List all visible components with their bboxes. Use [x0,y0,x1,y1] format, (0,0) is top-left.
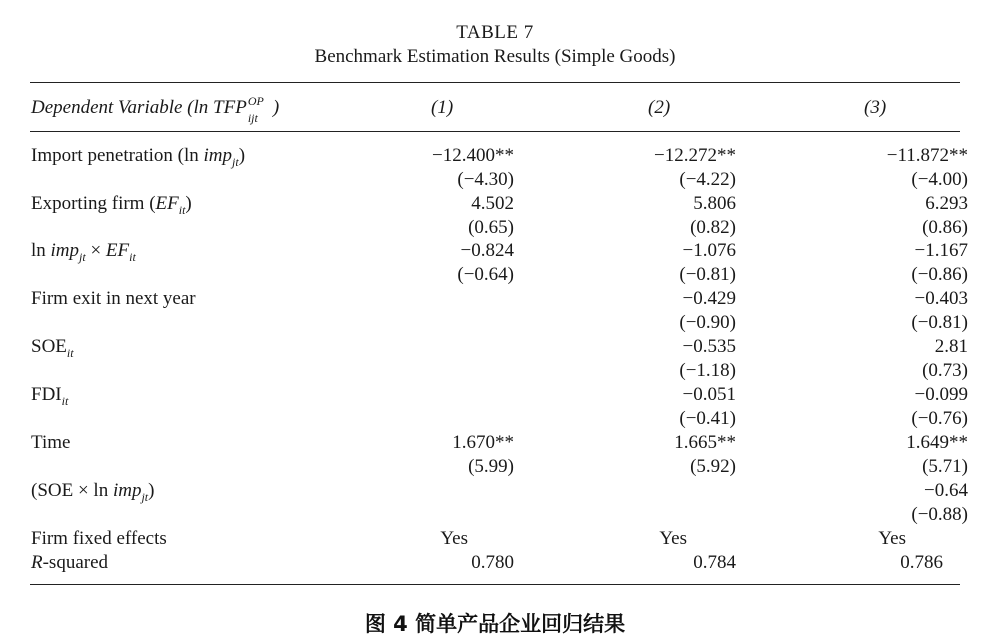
row-label-import-penetration: Import penetration (ln imp$_{jt}$) [31,145,246,169]
coef-exporting-col1: 4.502 [471,193,514,214]
dependent-variable-header: Dependent Variable (ln TFP OP ijt ) [31,94,280,125]
row-label-firm-exit: Firm exit in next year [31,288,196,309]
tstat-soe-imp-col3: (−0.88) [911,504,968,525]
coef-time-col2: 1.665** [674,432,736,453]
header-rule [30,131,960,132]
coef-exporting-col2: 5.806 [693,193,736,214]
table-title: Benchmark Estimation Results (Simple Goods) [314,46,676,67]
column-header-1: (1) [431,97,454,118]
coef-import-col1: −12.400** [432,145,514,166]
fixed-effects-col3: Yes [878,528,906,549]
row-label-fdi: $FDI_{it}$ [31,384,69,408]
coef-import-col3: −11.872** [886,145,968,166]
row-label-exporting-firm: Exporting firm $(EF_{it})$ [31,193,192,217]
coef-interaction-col1: −0.824 [460,240,514,261]
tstat-time-col1: (5.99) [468,456,514,477]
figure-caption: 图 4 简单产品企业回归结果 [364,612,626,636]
tstat-interaction-col3: (−0.86) [911,264,968,285]
coef-exporting-col3: 6.293 [925,193,968,214]
coef-interaction-col3: −1.167 [914,240,968,261]
tstat-time-col3: (5.71) [922,456,968,477]
r-squared-col3: 0.786 [900,552,943,573]
tstat-fdi-col2: (−0.41) [679,408,736,429]
tstat-soe-col2: (−1.18) [679,360,736,381]
coef-exit-col3: −0.403 [914,288,968,309]
tstat-fdi-col3: (−0.76) [911,408,968,429]
tstat-exporting-col1: (0.65) [468,217,514,238]
tstat-exit-col3: (−0.81) [911,312,968,333]
row-label-r-squared: R-squared [31,552,109,573]
coef-soe-col2: −0.535 [682,336,736,357]
row-label-interaction: $\ln imp_{jt} \times EF_{it}$ [31,240,136,264]
coef-soe-col3: 2.81 [934,336,968,357]
coef-fdi-col2: −0.051 [682,384,736,405]
tstat-import-col2: (−4.22) [679,169,736,190]
row-label-soe-imp: (SOE × ln imp$_{jt}$) [31,480,155,504]
coef-time-col1: 1.670** [452,432,514,453]
tstat-soe-col3: (0.73) [922,360,968,381]
tstat-interaction-col2: (−0.81) [679,264,736,285]
tstat-import-col3: (−4.00) [911,169,968,190]
tstat-exit-col2: (−0.90) [679,312,736,333]
fixed-effects-col1: Yes [440,528,468,549]
tstat-import-col1: (−4.30) [457,169,514,190]
r-squared-col2: 0.784 [693,552,736,573]
coef-exit-col2: −0.429 [682,288,736,309]
row-label-fixed-effects: Firm fixed effects [31,528,167,549]
tstat-interaction-col1: (−0.64) [457,264,514,285]
table-number: TABLE 7 [456,22,534,43]
top-rule [30,82,960,83]
coef-soe-imp-col3: −0.64 [924,480,968,501]
column-header-3: (3) [864,97,887,118]
coef-interaction-col2: −1.076 [682,240,736,261]
column-header-2: (2) [648,97,671,118]
coef-import-col2: −12.272** [654,145,736,166]
coef-fdi-col3: −0.099 [914,384,968,405]
r-squared-col1: 0.780 [471,552,514,573]
tstat-exporting-col3: (0.86) [922,217,968,238]
tstat-time-col2: (5.92) [690,456,736,477]
bottom-rule [30,584,960,585]
row-label-time: Time [31,432,71,453]
tstat-exporting-col2: (0.82) [690,217,736,238]
row-label-soe: $SOE_{it}$ [31,336,74,360]
fixed-effects-col2: Yes [659,528,687,549]
coef-time-col3: 1.649** [906,432,968,453]
